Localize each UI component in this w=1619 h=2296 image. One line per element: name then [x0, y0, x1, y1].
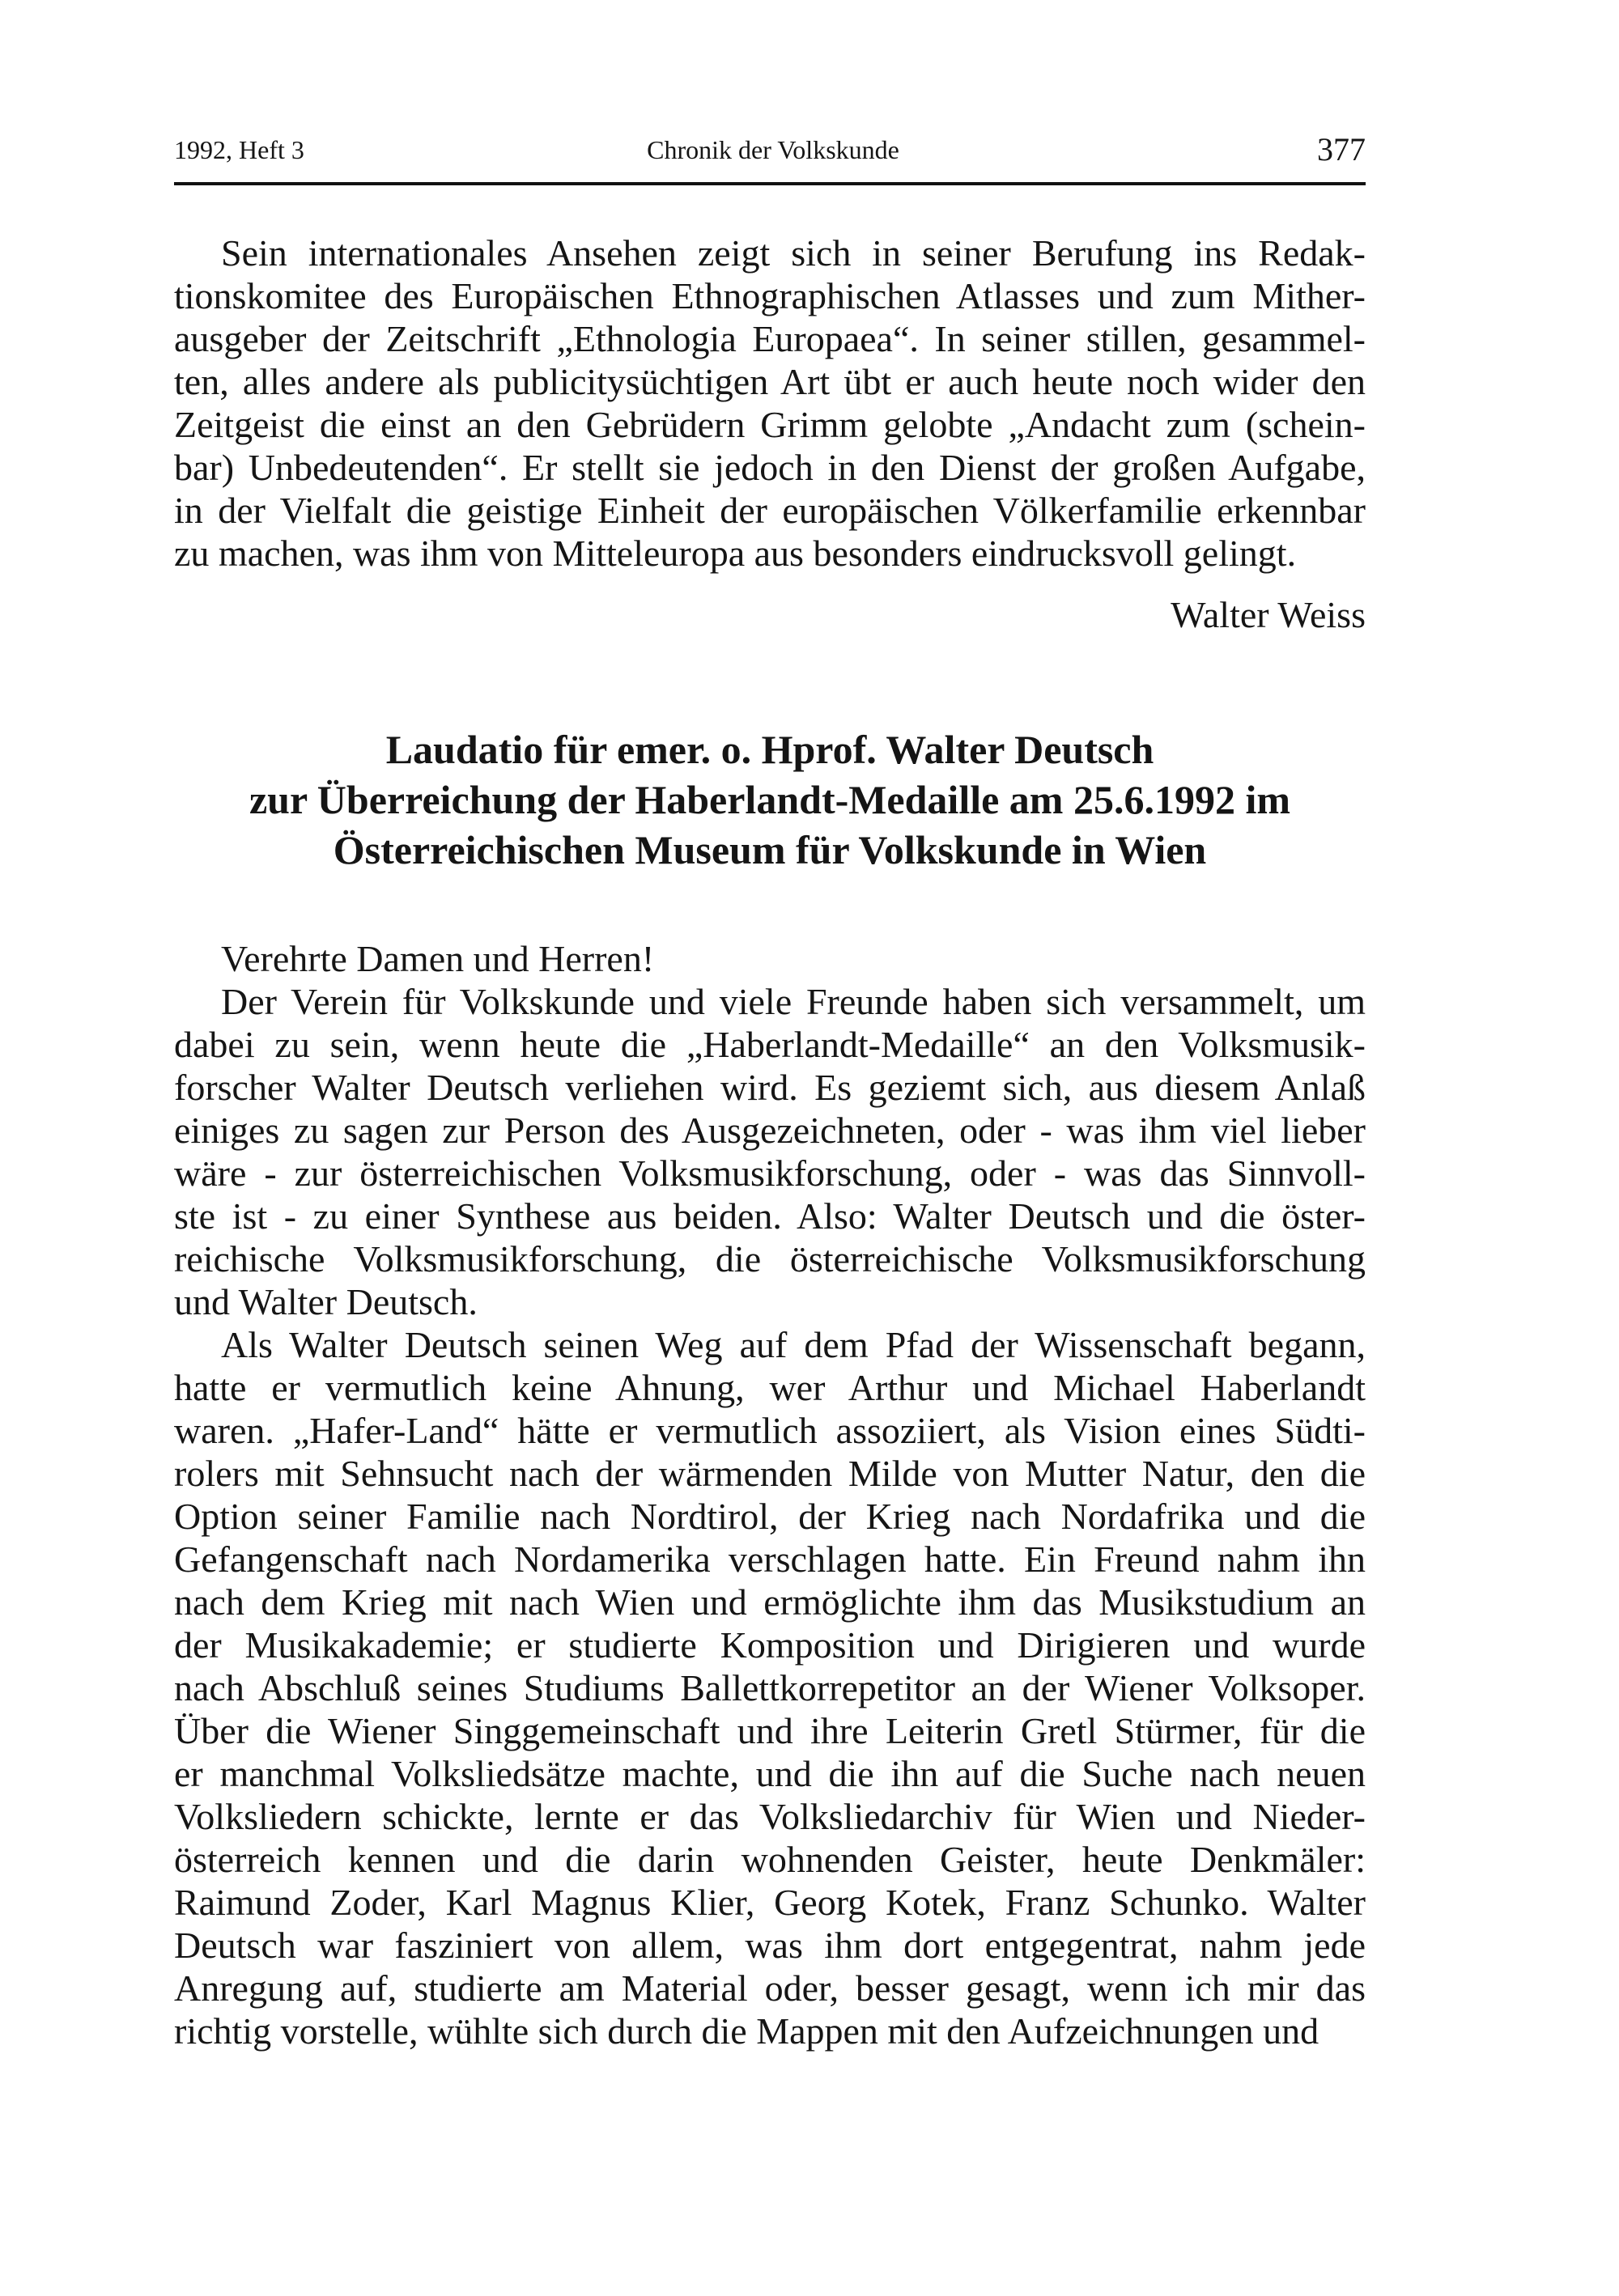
text-line: richtig vorstelle, wühlte sich durch die Mappen mit den Aufzeichnungen und	[174, 2010, 1319, 2052]
heading-line: Laudatio für emer. o. Hprof. Walter Deutsch	[385, 727, 1154, 772]
text-line: Der Verein für Volkskunde und viele Freunde haben sich versammelt, um	[221, 981, 1366, 1022]
text-line: nach dem Krieg mit nach Wien und ermöglichte ihm das Musikstudium an	[174, 1581, 1366, 1623]
text-line: dabei zu sein, wenn heute die „Haberlandt-Medaille“ an den Volksmusik-	[174, 1024, 1366, 1065]
text-line: reichische Volksmusikforschung, die österreichische Volksmusikforschung	[174, 1238, 1366, 1280]
author-signature: Walter Weiss	[1171, 594, 1366, 635]
running-header-title: Chronik der Volkskunde	[647, 135, 899, 164]
text-line: nach Abschluß seines Studiums Ballettkorrepetitor an der Wiener Volksoper.	[174, 1667, 1366, 1708]
text-line: Anregung auf, studierte am Material oder, besser gesagt, wenn ich mir das	[174, 1967, 1366, 2009]
text-line: ste ist - zu einer Synthese aus beiden. Also: Walter Deutsch und die öster-	[174, 1195, 1366, 1237]
page-number: 377	[1317, 131, 1366, 168]
text-line: Zeitgeist die einst an den Gebrüdern Grimm gelobte „Andacht zum (schein-	[174, 404, 1366, 445]
text-line: bar) Unbedeutenden“. Er stellt sie jedoch in den Dienst der großen Aufgabe,	[174, 447, 1366, 488]
text-line: Volksliedern schickte, lernte er das Volksliedarchiv für Wien und Nieder-	[174, 1796, 1366, 1837]
running-header-issue: 1992, Heft 3	[174, 135, 304, 164]
text-line: österreich kennen und die darin wohnenden Geister, heute Denkmäler:	[174, 1839, 1366, 1880]
paragraph-previous-article	[174, 231, 1366, 575]
text-line: zu machen, was ihm von Mitteleuropa aus besonders eindrucksvoll gelingt.	[174, 533, 1297, 574]
article-body	[174, 937, 1366, 2052]
text-line: einiges zu sagen zur Person des Ausgezeichneten, oder - was ihm viel lieber	[174, 1110, 1366, 1151]
text-line: Sein internationales Ansehen zeigt sich in seiner Berufung ins Redak-	[221, 232, 1366, 274]
text-line: und Walter Deutsch.	[174, 1281, 478, 1322]
header-rule	[174, 182, 1366, 185]
text-line: forscher Walter Deutsch verliehen wird. Es geziemt sich, aus diesem Anlaß	[174, 1067, 1366, 1108]
text-line: Als Walter Deutsch seinen Weg auf dem Pfad der Wissenschaft begann,	[221, 1324, 1366, 1365]
text-line: Raimund Zoder, Karl Magnus Klier, Georg Kotek, Franz Schunko. Walter	[174, 1882, 1366, 1923]
text-line: wäre - zur österreichischen Volksmusikforschung, oder - was das Sinnvoll-	[174, 1152, 1366, 1194]
text-line: Deutsch war fasziniert von allem, was ihm dort entgegentrat, nahm jede	[174, 1925, 1366, 1966]
text-line: rolers mit Sehnsucht nach der wärmenden Milde von Mutter Natur, den die	[174, 1453, 1366, 1494]
text-line: er manchmal Volksliedsätze machte, und die ihn auf die Suche nach neuen	[174, 1753, 1366, 1794]
heading-line: zur Überreichung der Haberlandt-Medaille am 25.6.1992 im	[249, 777, 1290, 822]
text-line: ten, alles andere als publicitysüchtigen Art übt er auch heute noch wider den	[174, 361, 1366, 402]
text-line: Gefangenschaft nach Nordamerika verschlagen hatte. Ein Freund nahm ihn	[174, 1538, 1366, 1580]
text-line: in der Vielfalt die geistige Einheit der europäischen Völkerfamilie erkennbar	[174, 490, 1366, 531]
text-line: der Musikakademie; er studierte Komposition und Dirigieren und wurde	[174, 1624, 1366, 1666]
text-line: tionskomitee des Europäischen Ethnographischen Atlasses und zum Mither-	[174, 275, 1366, 316]
text-line: Option seiner Familie nach Nordtirol, der Krieg nach Nordafrika und die	[174, 1496, 1366, 1537]
article-heading	[174, 724, 1366, 875]
text-line: ausgeber der Zeitschrift „Ethnologia Europaea“. In seiner stillen, gesammel-	[174, 318, 1366, 359]
text-line: waren. „Hafer-Land“ hätte er vermutlich assoziiert, als Vision eines Südti-	[174, 1410, 1366, 1451]
text-line: Über die Wiener Singgemeinschaft und ihre Leiterin Gretl Stürmer, für die	[174, 1710, 1366, 1751]
text-line: Verehrte Damen und Herren!	[221, 938, 655, 979]
heading-line: Österreichischen Museum für Volkskunde in Wien	[333, 827, 1207, 872]
text-line: hatte er vermutlich keine Ahnung, wer Arthur und Michael Haberlandt	[174, 1367, 1366, 1408]
